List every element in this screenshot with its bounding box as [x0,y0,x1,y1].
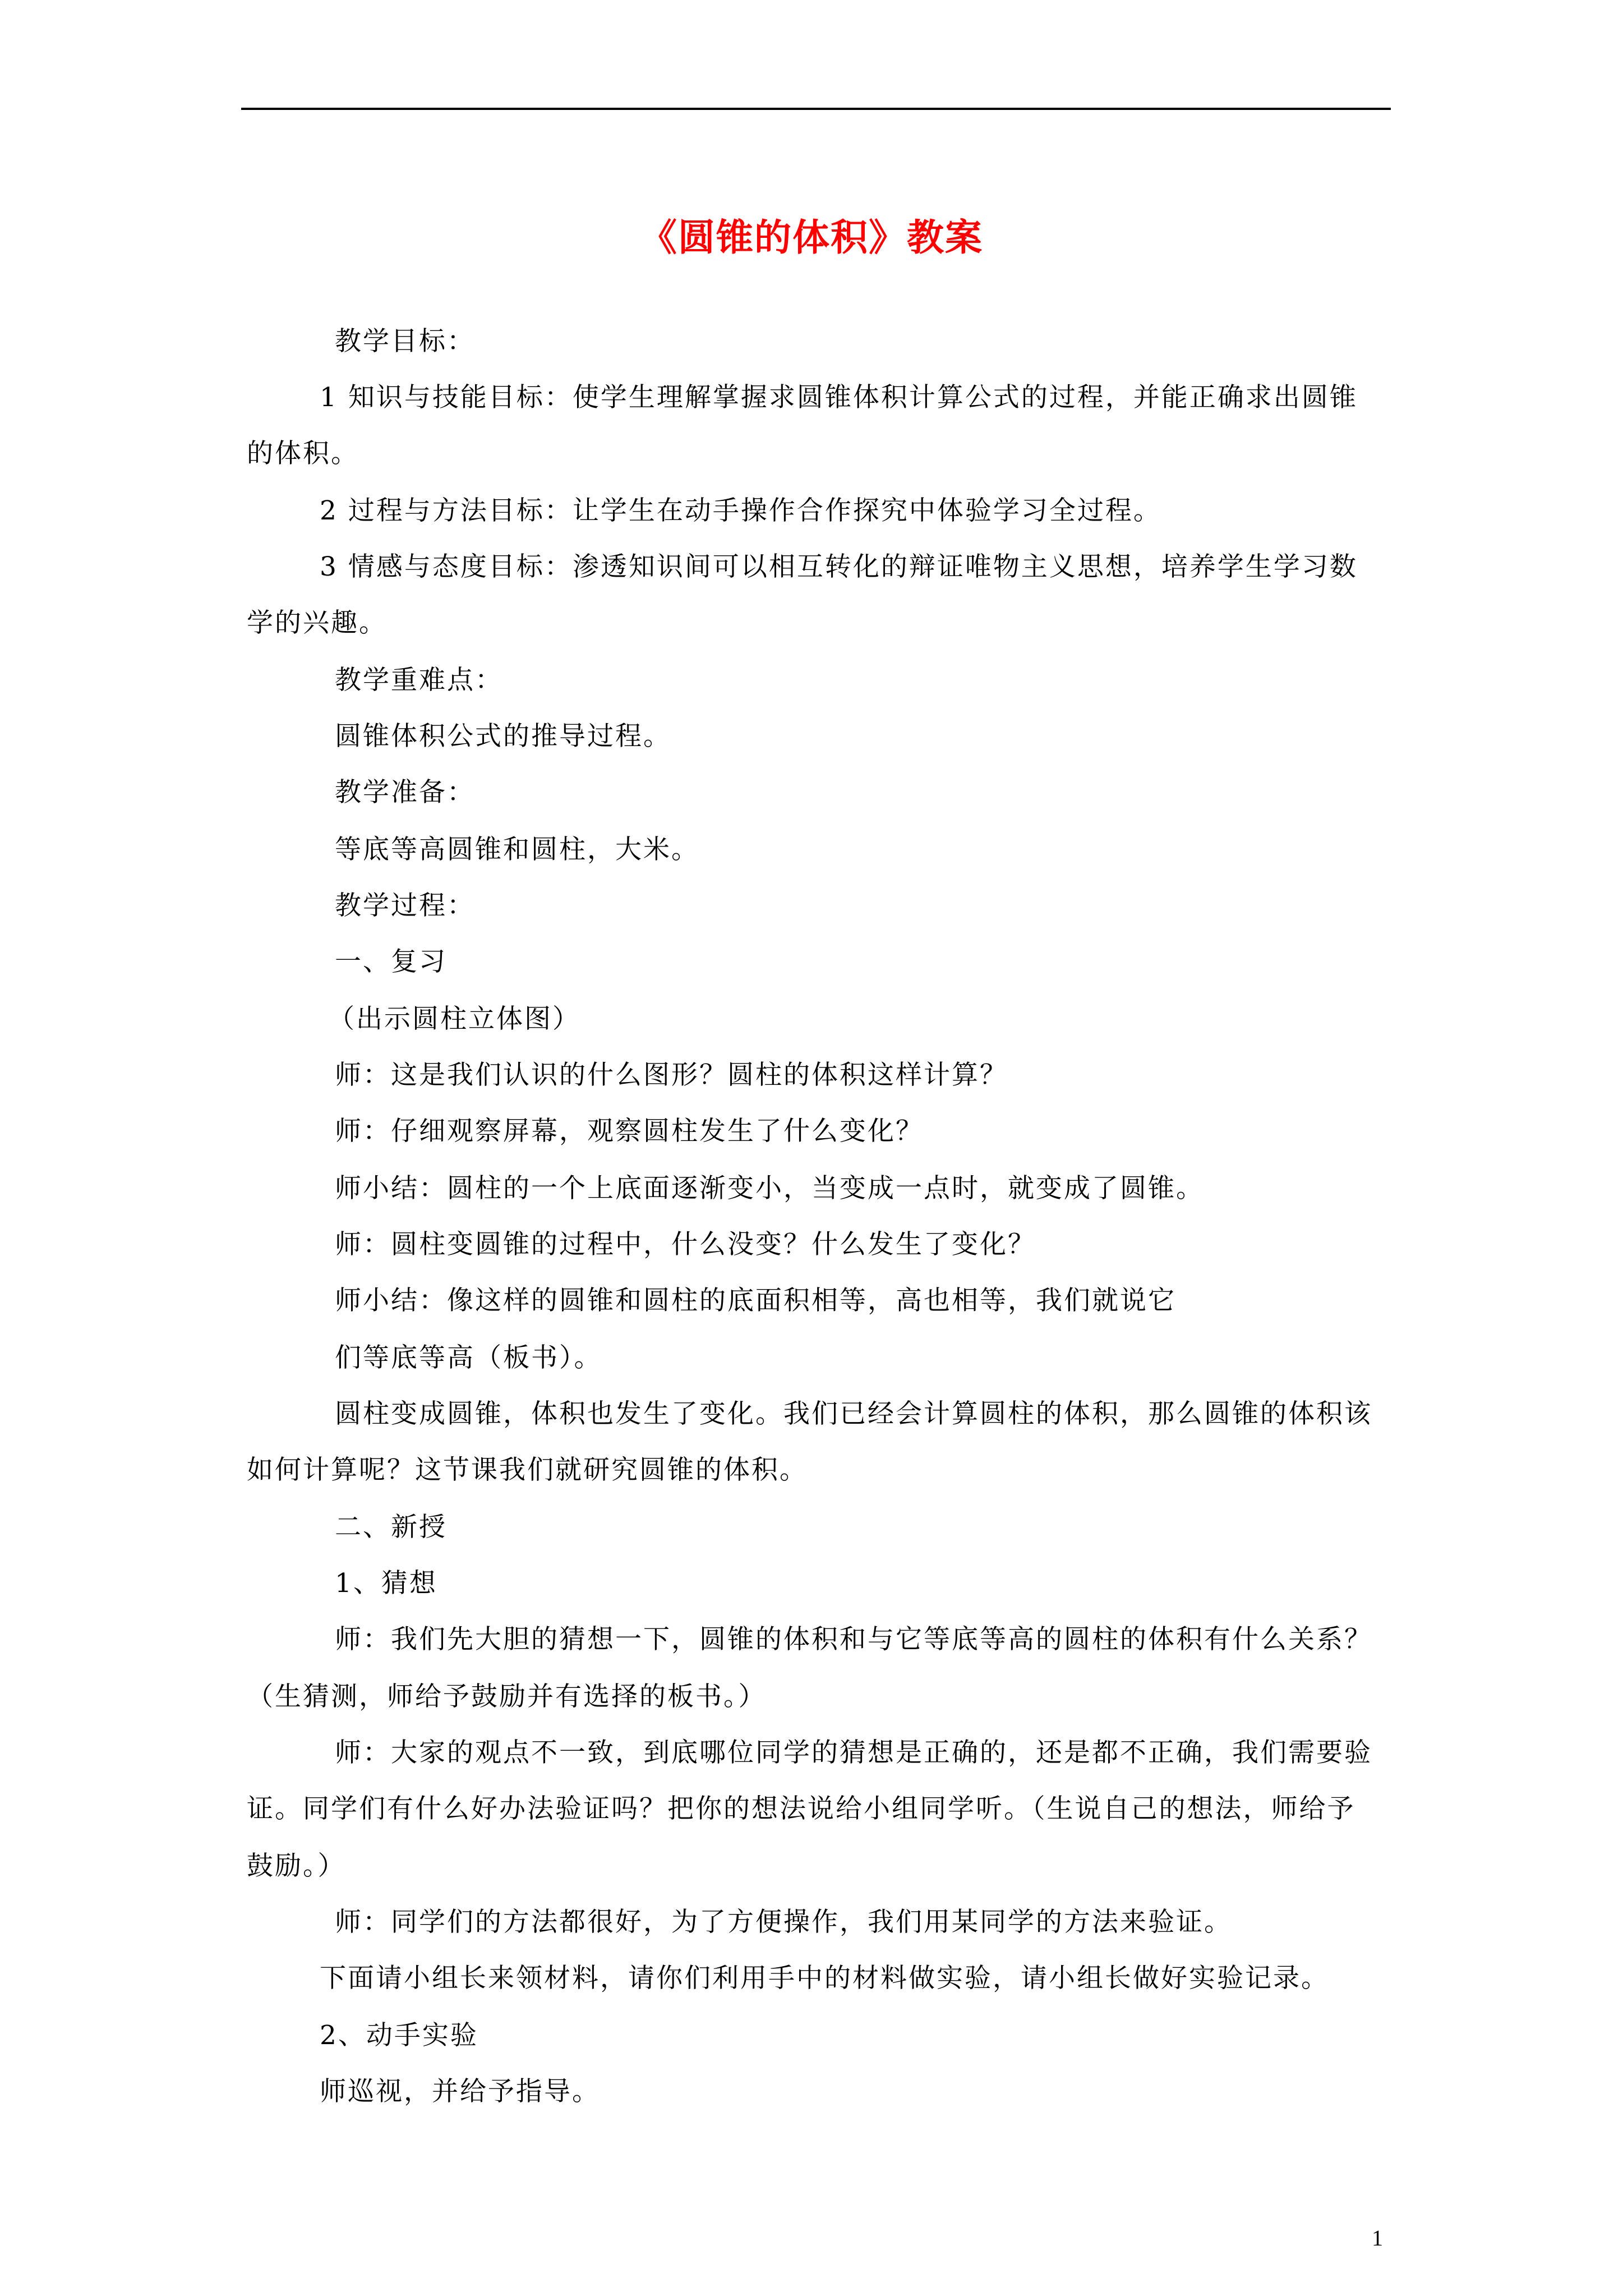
text-line: 证。同学们有什么好办法验证吗？把你的想法说给小组同学听。（生说自己的想法，师给予 [247,1793,1355,1824]
text-line: 一、复习 [335,946,447,977]
text-line: 如何计算呢？这节课我们就研究圆锥的体积。 [247,1455,808,1485]
text-line: 师：这是我们认识的什么图形？圆柱的体积这样计算？ [335,1060,1008,1091]
text-line: 教学目标： [335,326,475,357]
text-line: 师：圆柱变圆锥的过程中，什么没变？什么发生了变化？ [335,1229,1036,1260]
text-line: 的体积。 [247,438,359,469]
text-line: 师：我们先大胆的猜想一下，圆锥的体积和与它等底等高的圆柱的体积有什么关系？ [335,1624,1372,1655]
text-line: 师：仔细观察屏幕，观察圆柱发生了什么变化？ [335,1116,924,1147]
text-line: 师小结：像这样的圆锥和圆柱的底面积相等，高也相等，我们就说它 [335,1285,1176,1316]
text-line: 圆锥体积公式的推导过程。 [335,721,671,752]
text-line: 学的兴趣。 [247,608,387,638]
text-line: 圆柱变成圆锥，体积也发生了变化。我们已经会计算圆柱的体积，那么圆锥的体积该 [335,1398,1372,1429]
header-rule [241,108,1391,110]
text-line: 等底等高圆锥和圆柱，大米。 [335,834,699,865]
text-line: 2 过程与方法目标：让学生在动手操作合作探究中体验学习全过程。 [320,495,1161,526]
text-line: 师小结：圆柱的一个上底面逐渐变小，当变成一点时，就变成了圆锥。 [335,1173,1204,1204]
text-line: 下面请小组长来领材料，请你们利用手中的材料做实验，请小组长做好实验记录。 [320,1963,1329,1994]
text-line: 1 知识与技能目标：使学生理解掌握求圆锥体积计算公式的过程，并能正确求出圆锥 [320,382,1358,413]
text-line: 们等底等高（板书）。 [335,1342,602,1373]
text-line: 教学过程： [335,890,475,921]
text-line: 师巡视，并给予指导。 [320,2076,600,2107]
text-line: 1、猜想 [335,1568,437,1599]
text-line: 鼓励。） [247,1851,346,1881]
text-line: （出示圆柱立体图） [328,1004,580,1034]
page-number: 1 [1372,2225,1383,2251]
text-line: 二、新授 [335,1512,447,1543]
text-line: 2、动手实验 [320,2020,478,2051]
text-line: 师：大家的观点不一致，到底哪位同学的猜想是正确的，还是都不正确，我们需要验 [335,1737,1372,1768]
text-line: 教学重难点： [335,665,503,696]
text-line: 3 情感与态度目标：渗透知识间可以相互转化的辩证唯物主义思想，培养学生学习数 [320,551,1358,582]
text-line: 师：同学们的方法都很好，为了方便操作，我们用某同学的方法来验证。 [335,1907,1232,1938]
document-title: 《圆锥的体积》教案 [640,215,983,259]
text-line: 教学准备： [335,777,475,808]
text-line: （生猜测，师给予鼓励并有选择的板书。） [247,1681,767,1712]
